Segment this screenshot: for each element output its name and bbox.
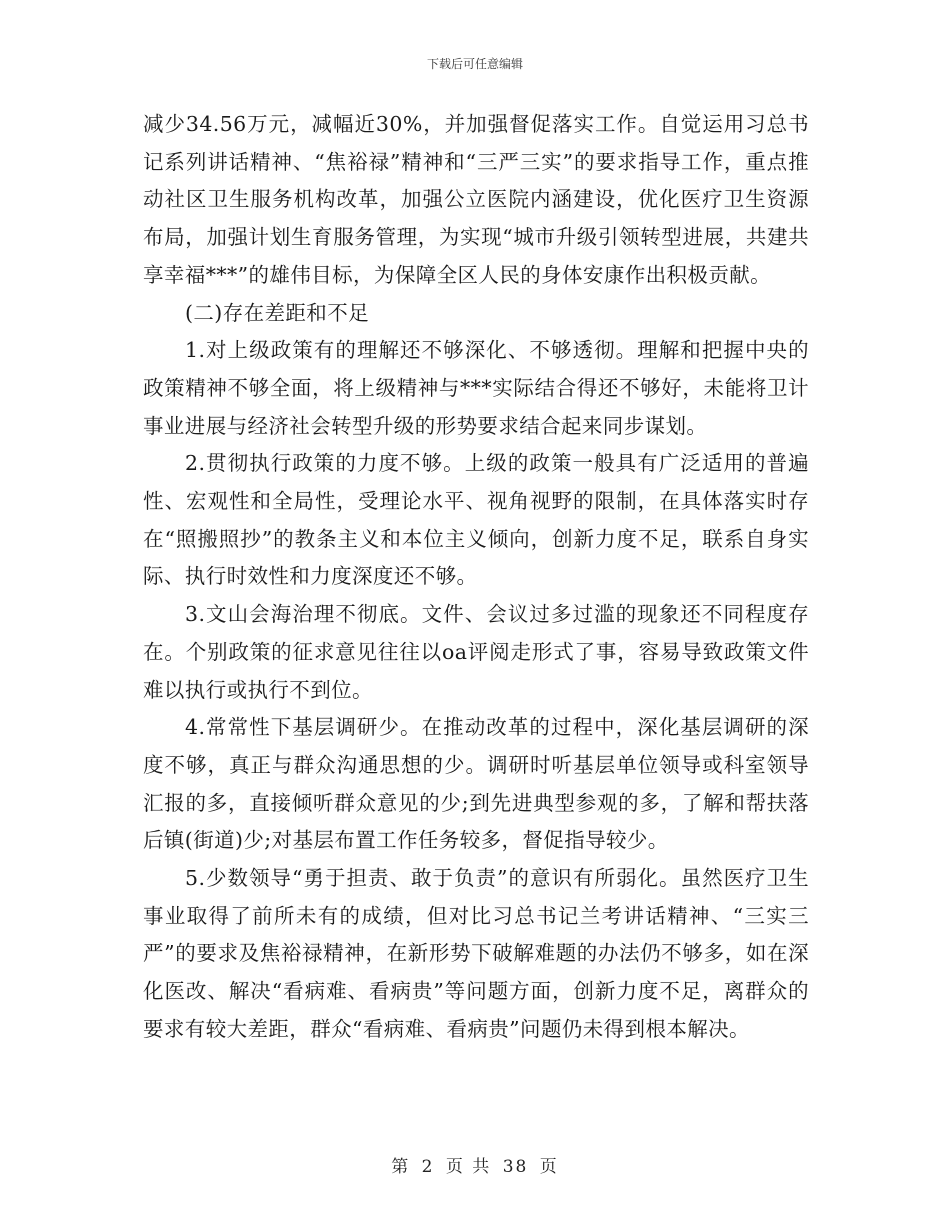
paragraph-item-5: 5.少数领导“勇于担责、敢于负责”的意识有所弱化。虽然医疗卫生事业取得了前所未有的成绩，但对比习总书记兰考讲话精神、“三实三严”的要求及焦裕禄精神，在新形势下破解难题的办法仍不够多，如在深化医改、解决“看病难、看病贵”等问题方面，创新力度不足，离群众的要求有较大差距，群众“看病难、看病贵”问题仍未得到根本解决。	[143, 866, 809, 1041]
paragraph-item-4: 4.常常性下基层调研少。在推动改革的过程中，深化基层调研的深度不够，真正与群众沟通思想的少。调研时听基层单位领导或科室领导汇报的多，直接倾听群众意见的少;到先进典型参观的多，了解和帮扶落后镇(街道)少;对基层布置工作任务较多，督促指导较少。	[143, 715, 809, 853]
document-body	[143, 106, 809, 1049]
footer-prefix: 第	[391, 1157, 411, 1177]
paragraph-item-1: 1.对上级政策有的理解还不够深化、不够透彻。理解和把握中央的政策精神不够全面，将上级精神与***实际结合得还不够好，未能将卫计事业进展与经济社会转型升级的形势要求结合起来同步谋划。	[143, 338, 809, 438]
page-header: 下载后可任意编辑	[426, 57, 523, 71]
footer-suffix: 页	[539, 1157, 559, 1177]
paragraph-continuation: 减少34.56万元，减幅近30%，并加强督促落实工作。自觉运用习总书记系列讲话精神、“焦裕禄”精神和“三严三实”的要求指导工作，重点推动社区卫生服务机构改革，加强公立医院内涵建设，优化医疗卫生资源布局，加强计划生育服务管理，为实现“城市升级引领转型进展，共建共享幸福***”的雄伟目标，为保障全区人民的身体安康作出积极贡献。	[143, 112, 809, 287]
paragraph-item-2: 2.贯彻执行政策的力度不够。上级的政策一般具有广泛适用的普遍性、宏观性和全局性，受理论水平、视角视野的限制，在具体落实时存在“照搬照抄”的教条主义和本位主义倾向，创新力度不足，联系自身实际、执行时效性和力度深度还不够。	[143, 451, 809, 589]
footer-middle: 页 共	[445, 1157, 492, 1177]
page-number: 2	[421, 1157, 435, 1177]
page-footer	[0, 1152, 950, 1177]
paragraph-item-3: 3.文山会海治理不彻底。文件、会议过多过滥的现象还不同程度存在。个别政策的征求意见往往以oa评阅走形式了事，容易导致政策文件难以执行或执行不到位。	[143, 602, 809, 702]
total-pages: 38	[502, 1157, 529, 1177]
section-heading: (二)存在差距和不足	[185, 300, 369, 325]
